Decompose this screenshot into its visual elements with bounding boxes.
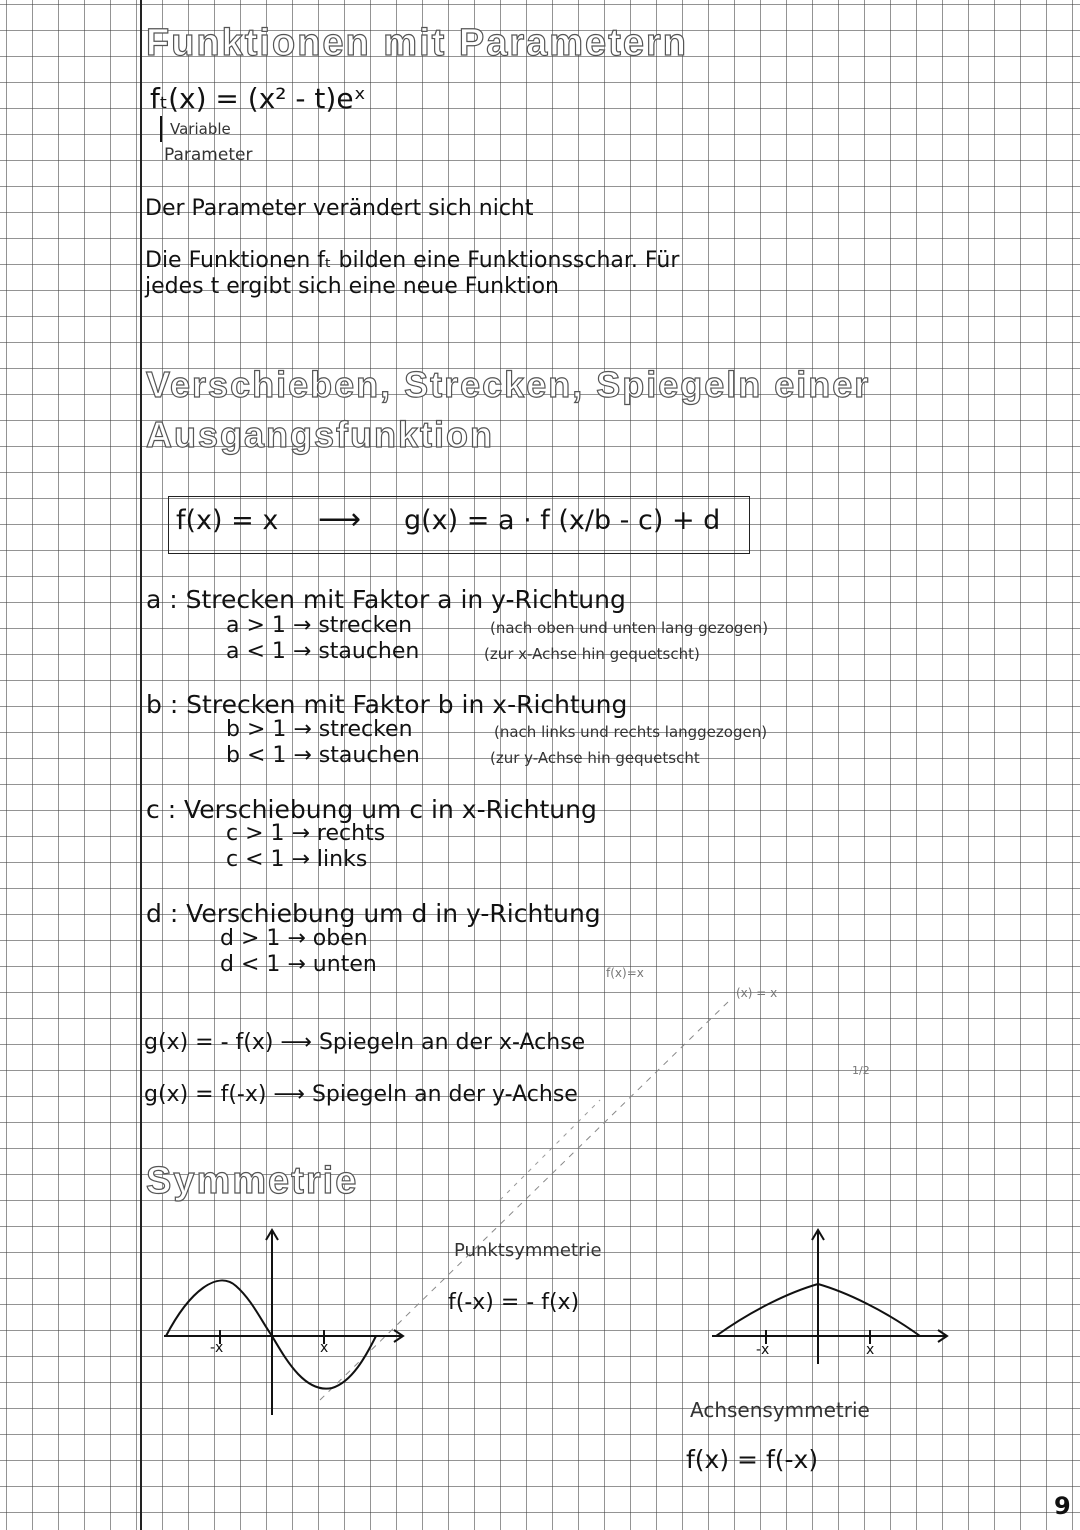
point-label-neg-x: -x bbox=[210, 1340, 224, 1356]
formula-ft: fₜ(x) = (x² - t)eˣ bbox=[150, 82, 366, 115]
label-achsensymmetrie: Achsensymmetrie bbox=[690, 1398, 870, 1422]
text-funktionsschar-2: jedes t ergibt sich eine neue Funktion bbox=[145, 274, 559, 299]
rule-d-oben: d > 1 → oben bbox=[220, 926, 368, 951]
faint-dashed-line-1 bbox=[320, 1000, 730, 1400]
mirror-y-rule: g(x) = f(-x) ⟶ Spiegeln an der y-Achse bbox=[144, 1082, 578, 1107]
rule-c-title: c : Verschiebung um c in x-Richtung bbox=[146, 795, 597, 824]
heading-verschieben-line1: Verschieben, Strecken, Spiegeln einer bbox=[146, 364, 871, 405]
rule-b-title: b : Strecken mit Faktor b in x-Richtung bbox=[146, 690, 628, 719]
label-punktsymmetrie: Punktsymmetrie bbox=[454, 1240, 602, 1261]
rule-a-stauchen-note: (zur x-Achse hin gequetscht) bbox=[484, 645, 700, 663]
faint-mark-1: f(x)=x bbox=[606, 966, 644, 980]
formula-arrow: ⟶ bbox=[318, 502, 362, 537]
faint-mark-3: 1/2 bbox=[852, 1064, 870, 1077]
text-parameter-constant: Der Parameter verändert sich nicht bbox=[145, 196, 534, 221]
formula-punktsymmetrie: f(-x) = - f(x) bbox=[448, 1290, 580, 1315]
heading-funktionen-mit-parametern: Funktionen mit Parametern bbox=[146, 22, 688, 64]
formula-achsensymmetrie: f(x) = f(-x) bbox=[686, 1445, 819, 1474]
rule-a-stauchen: a < 1 → stauchen bbox=[226, 639, 420, 664]
point-symmetry-sketch bbox=[164, 1230, 403, 1415]
rule-b-strecken-note: (nach links und rechts langgezogen) bbox=[494, 723, 768, 741]
faint-dashed-line-2 bbox=[500, 1100, 600, 1200]
label-variable: Variable bbox=[170, 120, 231, 138]
axis-symmetry-sketch bbox=[712, 1230, 947, 1364]
rule-c-links: c < 1 → links bbox=[226, 847, 368, 872]
axis-label-neg-x: -x bbox=[756, 1342, 770, 1358]
rule-a-strecken: a > 1 → strecken bbox=[226, 613, 413, 638]
faint-mark-2: (x) = x bbox=[736, 986, 778, 1000]
label-parameter: Parameter bbox=[164, 145, 253, 165]
page-number: 9 bbox=[1054, 1492, 1071, 1520]
formula-fx-x: f(x) = x bbox=[176, 505, 279, 536]
rule-b-strecken: b > 1 → strecken bbox=[226, 717, 413, 742]
rule-d-unten: d < 1 → unten bbox=[220, 952, 377, 977]
text-funktionsschar-1: Die Funktionen fₜ bilden eine Funktionsschar. Für bbox=[145, 248, 680, 273]
rule-a-strecken-note: (nach oben und unten lang gezogen) bbox=[490, 619, 769, 637]
rule-c-rechts: c > 1 → rechts bbox=[226, 821, 386, 846]
heading-symmetrie: Symmetrie bbox=[146, 1160, 359, 1202]
rule-a-title: a : Strecken mit Faktor a in y-Richtung bbox=[146, 585, 626, 614]
axis-label-x: x bbox=[866, 1342, 875, 1358]
heading-verschieben-line2: Ausgangsfunktion bbox=[146, 414, 494, 455]
rule-d-title: d : Verschiebung um d in y-Richtung bbox=[146, 899, 601, 928]
rule-b-stauchen: b < 1 → stauchen bbox=[226, 743, 420, 768]
rule-b-stauchen-note: (zur y-Achse hin gequetscht bbox=[490, 749, 700, 767]
formula-gx: g(x) = a · f (x/b - c) + d bbox=[404, 505, 721, 536]
mirror-x-rule: g(x) = - f(x) ⟶ Spiegeln an der x-Achse bbox=[144, 1030, 586, 1055]
point-label-x: x bbox=[320, 1340, 329, 1356]
